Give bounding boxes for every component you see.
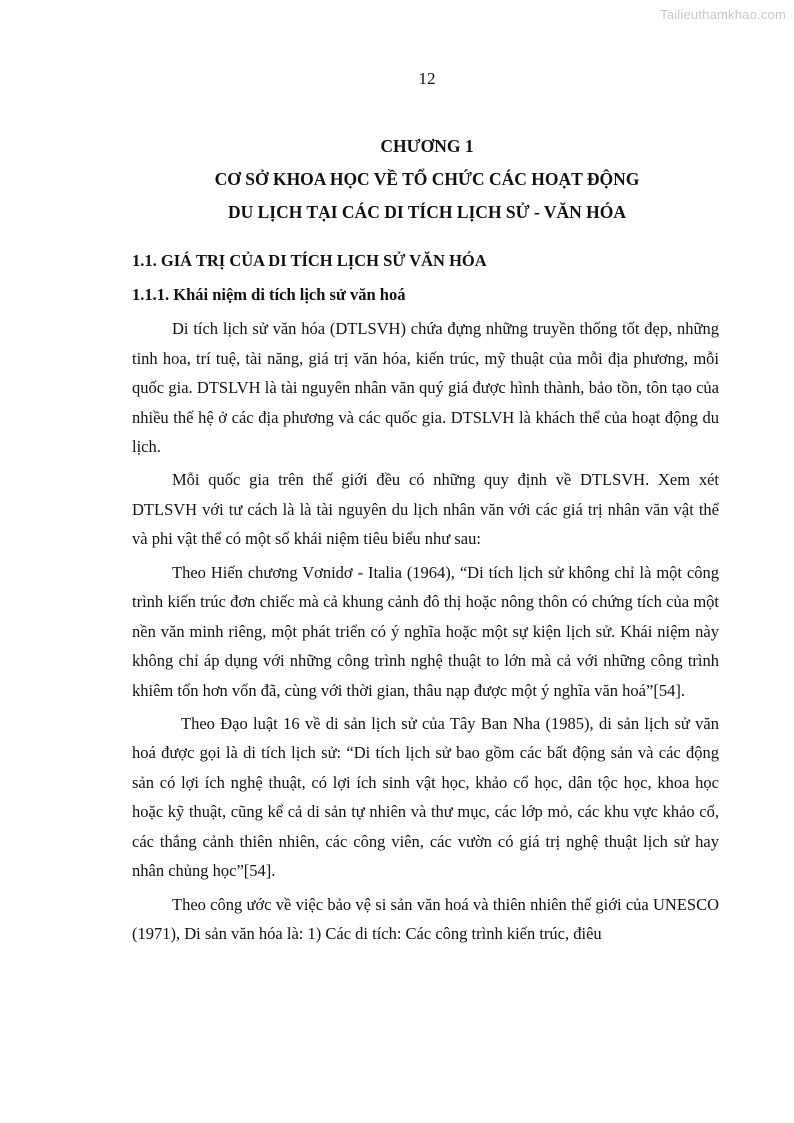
chapter-title-line-2: DU LỊCH TẠI CÁC DI TÍCH LỊCH SỬ - VĂN HÓA [227, 202, 627, 222]
chapter-label: CHƯƠNG 1 [380, 136, 474, 156]
chapter-title-line-1: CƠ SỞ KHOA HỌC VỀ TỔ CHỨC CÁC HOẠT ĐỘNG [214, 169, 640, 189]
subsection-heading: 1.1.1. Khái niệm di tích lịch sử văn hoá [132, 285, 406, 304]
watermark: Tailieuthamkhao.com [660, 7, 786, 22]
body-text [132, 314, 719, 952]
paragraph: Mỗi quốc gia trên thế giới đều có những quy định về DTLSVH. Xem xét DTLSVH với tư cách là là tài nguyên du lịch nhân văn với các giá trị nhân văn vật thể và phi vật thể có một số khái niệm tiêu biểu như sau: [132, 470, 719, 549]
page-number: 12 [418, 69, 436, 88]
paragraph: Theo Hiến chương Vơnidơ - Italia (1964), “Di tích lịch sử không chỉ là một công trình kiến trúc đơn chiếc mà cả khung cảnh đô thị hoặc nông thôn có chứng tích của một nền văn minh riêng, một phát triển có ý nghĩa hoặc một sự kiện lịch sử. Khái niệm này không chỉ áp dụng với những công trình nghệ thuật to lớn mà cả với những công trình khiêm tốn hơn vốn đã, cùng với thời gian, thâu nạp được một ý nghĩa văn hoá”[54]. [132, 562, 719, 700]
section-heading: 1.1. GIÁ TRỊ CỦA DI TÍCH LỊCH SỬ VĂN HÓA [132, 251, 487, 270]
paragraph: Theo Đạo luật 16 về di sản lịch sử của Tây Ban Nha (1985), di sản lịch sử văn hoá được gọi là di tích lịch sử: “Di tích lịch sử bao gồm các bất động sản và các động sản có lợi ích nghệ thuật, có lợi ích sinh vật học, khảo cổ học, dân tộc học, khoa học hoặc kỹ thuật, cũng kể cả di sản tự nhiên và thư mục, các lớp mỏ, các khu vực khảo cổ, các thắng cảnh thiên nhiên, các công viên, các vườn có giá trị nghệ thuật lịch sử hay nhân chủng học”[54]. [132, 713, 719, 881]
paragraph: Di tích lịch sử văn hóa (DTLSVH) chứa đựng những truyền thống tốt đẹp, những tinh hoa, trí tuệ, tài năng, giá trị văn hóa, kiến trúc, mỹ thuật của mỗi địa phương, mỗi quốc gia. DTSLVH là tài nguyên nhân văn quý giá được hình thành, bảo tồn, tôn tạo của nhiều thế hệ ở các địa phương và các quốc gia. DTSLVH là khách thể của hoạt động du lịch. [132, 319, 719, 456]
paragraph: Theo công ước về việc bảo vệ si sản văn hoá và thiên nhiên thế giới của UNESCO (1971), Di sản văn hóa là: 1) Các di tích: Các công trình kiến trúc, điêu [132, 894, 719, 944]
